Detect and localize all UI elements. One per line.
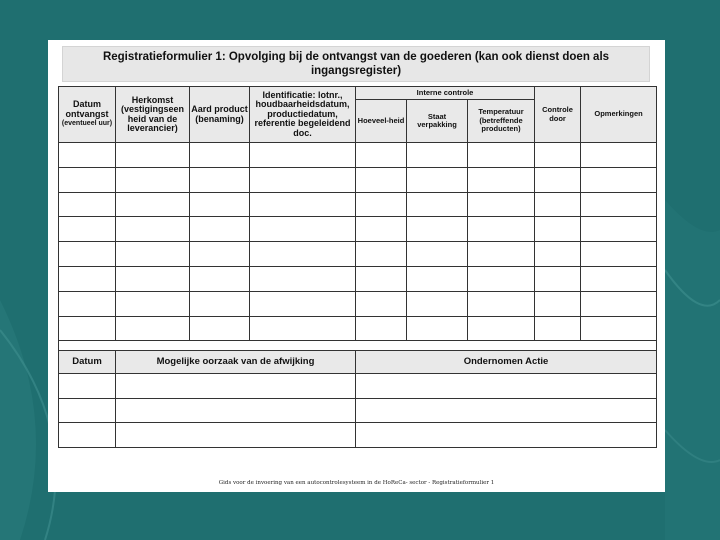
form-title: [62, 46, 650, 82]
col-datum-ontvangst: Datum ontvangst (eventueel uur): [59, 87, 116, 143]
deviation-header-row: [59, 351, 657, 374]
table-row: [59, 217, 657, 242]
registration-table: [58, 86, 657, 448]
dev-col-oorzaak: Mogelijke oorzaak van de afwijking: [116, 351, 356, 374]
table-row: [59, 266, 657, 291]
table-row: [59, 291, 657, 316]
col-opmerkingen: Opmerkingen: [581, 87, 657, 143]
table-row: [59, 167, 657, 192]
deviation-row: [59, 423, 657, 448]
deviation-row: [59, 374, 657, 399]
col-staat-verpakking: Staat verpakking: [407, 100, 468, 143]
table-row: [59, 192, 657, 217]
col-interne-controle: Interne controle: [356, 87, 535, 100]
form-title-line2: ingangsregister): [310, 65, 402, 77]
deviation-row: [59, 398, 657, 423]
form-title-line1: Registratieformulier 1: Opvolging bij de ontvangst van de goederen (kan ook dienst doen als: [102, 51, 610, 63]
table-row: [59, 143, 657, 168]
col-datum-sub: (eventueel uur): [61, 120, 113, 128]
col-identificatie: Identificatie: lotnr., houdbaarheidsdatum, productiedatum, referentie begeleidend doc.: [250, 87, 356, 143]
header-row-1: [59, 87, 657, 100]
col-temperatuur: Temperatuur (betreffende producten): [468, 100, 535, 143]
col-controle-door: Controle door: [535, 87, 581, 143]
dev-col-actie: Ondernomen Actie: [356, 351, 657, 374]
dev-col-datum: Datum: [59, 351, 116, 374]
col-herkomst: Herkomst (vestigingseen heid van de leverancier): [116, 87, 190, 143]
form-sheet: [48, 40, 665, 492]
table-row: [59, 316, 657, 341]
table-row: [59, 242, 657, 267]
page-footer: Gids voor de invoering van een autocontrolesysteem in de HoReCa- sector - Registratieformulier 1: [218, 480, 495, 486]
section-separator: [59, 341, 657, 351]
col-hoeveelheid: Hoeveel-heid: [356, 100, 407, 143]
col-aard-product: Aard product (benaming): [190, 87, 250, 143]
